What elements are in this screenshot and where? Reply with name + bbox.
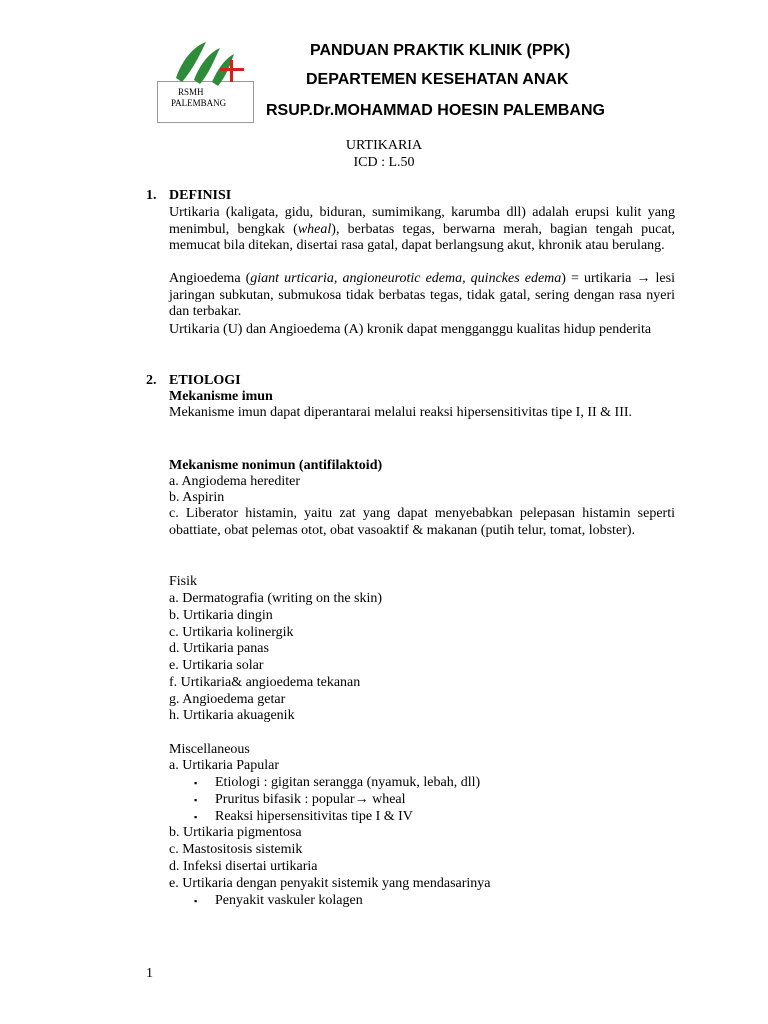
imun-text: Mekanisme imun dapat diperantarai melalui reaksi hipersensitivitas tipe I, II & III. [169, 405, 633, 420]
fisik-item-f: f. Urtikaria& angioedema tekanan [169, 675, 361, 690]
nonimun-item-b: b. Aspirin [169, 490, 225, 505]
definisi-p2-text-end: lesi jaringan subkutan, submukosa tidak berbatas tegas, tidak gatal, sering dengan rasa nyeri dan terbakar. [169, 271, 675, 320]
misc-a-bullet-1: Etiologi : gigitan serangga (nyamuk, lebah, dll) [215, 775, 481, 790]
definisi-p1-text: Urtikaria (kaligata, gidu, biduran, sumimikang, karumba dll) adalah erupsi kulit yang menimbul, bengkak ( [169, 205, 675, 237]
definisi-p1-emphasis: wheal [297, 221, 332, 237]
section-1-title: DEFINISI [169, 188, 232, 203]
definisi-paragraph-1 [169, 205, 675, 255]
bullet-icon: ▪ [194, 778, 198, 788]
misc-item-a: a. Urtikaria Papular [169, 758, 280, 773]
definisi-paragraph-3: Urtikaria (U) dan Angioedema (A) kronik dapat mengganggu kualitas hidup penderita [169, 322, 652, 337]
fisik-item-a: a. Dermatografia (writing on the skin) [169, 591, 383, 606]
rsmh-logo-icon [172, 38, 252, 90]
misc-item-c: c. Mastositosis sistemik [169, 842, 303, 857]
fisik-item-b: b. Urtikaria dingin [169, 608, 273, 623]
misc-item-d: d. Infeksi disertai urtikaria [169, 859, 318, 874]
nonimun-heading: Mekanisme nonimun (antifilaktoid) [169, 458, 383, 473]
imun-heading: Mekanisme imun [169, 389, 273, 404]
fisik-item-g: g. Angioedema getar [169, 692, 286, 707]
definisi-paragraph-2 [169, 271, 675, 321]
arrow-icon: → [354, 792, 369, 807]
arrow-icon: → [636, 271, 651, 286]
section-2-title: ETIOLOGI [169, 373, 241, 388]
definisi-p2-emphasis: giant urticaria, angioneurotic edema, quinckes edema [250, 271, 562, 286]
misc-item-e: e. Urtikaria dengan penyakit sistemik yang mendasarinya [169, 876, 491, 891]
bullet-icon: ▪ [194, 795, 198, 805]
definisi-p2-text-cont: ) = urtikaria [561, 271, 637, 286]
fisik-item-c: c. Urtikaria kolinergik [169, 625, 294, 640]
nonimun-item-c: c. Liberator histamin, yaitu zat yang dapat menyebabkan pelepasan histamin seperti obattiate, obat pelemas otot, obat vasoaktif & makanan (putih telur, tomat, lobster). [169, 506, 675, 538]
fisik-heading: Fisik [169, 574, 198, 589]
doc-icd: ICD : L.50 [353, 155, 415, 170]
misc-item-b: b. Urtikaria pigmentosa [169, 825, 302, 840]
bullet-icon: ▪ [194, 896, 198, 906]
header-line-3: RSUP.Dr.MOHAMMAD HOESIN PALEMBANG [266, 102, 605, 119]
misc-a-bullet-2 [215, 792, 406, 808]
header-line-1: PANDUAN PRAKTIK KLINIK (PPK) [310, 42, 571, 59]
misc-a-bullet-2-text: Pruritus bifasik : popular [215, 792, 355, 807]
misc-a-bullet-3: Reaksi hipersensitivitas tipe I & IV [215, 809, 413, 824]
definisi-p1-text-cont: ), berbatas tegas, berwarna merah, bagian tengah pucat, memucat bila ditekan, disertai rasa gatal, dapat berlangsung akut, khronik atau berulang. [169, 221, 675, 254]
header-line-2: DEPARTEMEN KESEHATAN ANAK [306, 71, 569, 88]
fisik-item-d: d. Urtikaria panas [169, 641, 269, 656]
section-1-number: 1. [146, 188, 157, 203]
section-2-number: 2. [146, 373, 157, 388]
logo-text-line2: PALEMBANG [171, 98, 227, 108]
nonimun-item-a: a. Angiodema herediter [169, 474, 301, 489]
definisi-p2-text: Angioedema ( [169, 271, 251, 286]
misc-a-bullet-2-tail: wheal [368, 792, 406, 807]
bullet-icon: ▪ [194, 812, 198, 822]
misc-e-bullet-1: Penyakit vaskuler kolagen [215, 893, 363, 908]
fisik-item-e: e. Urtikaria solar [169, 658, 264, 673]
fisik-item-h: h. Urtikaria akuagenik [169, 708, 295, 723]
doc-title: URTIKARIA [345, 138, 423, 153]
logo-text-line1: RSMH [178, 87, 204, 97]
misc-heading: Miscellaneous [169, 742, 250, 757]
page-number: 1 [146, 966, 153, 981]
